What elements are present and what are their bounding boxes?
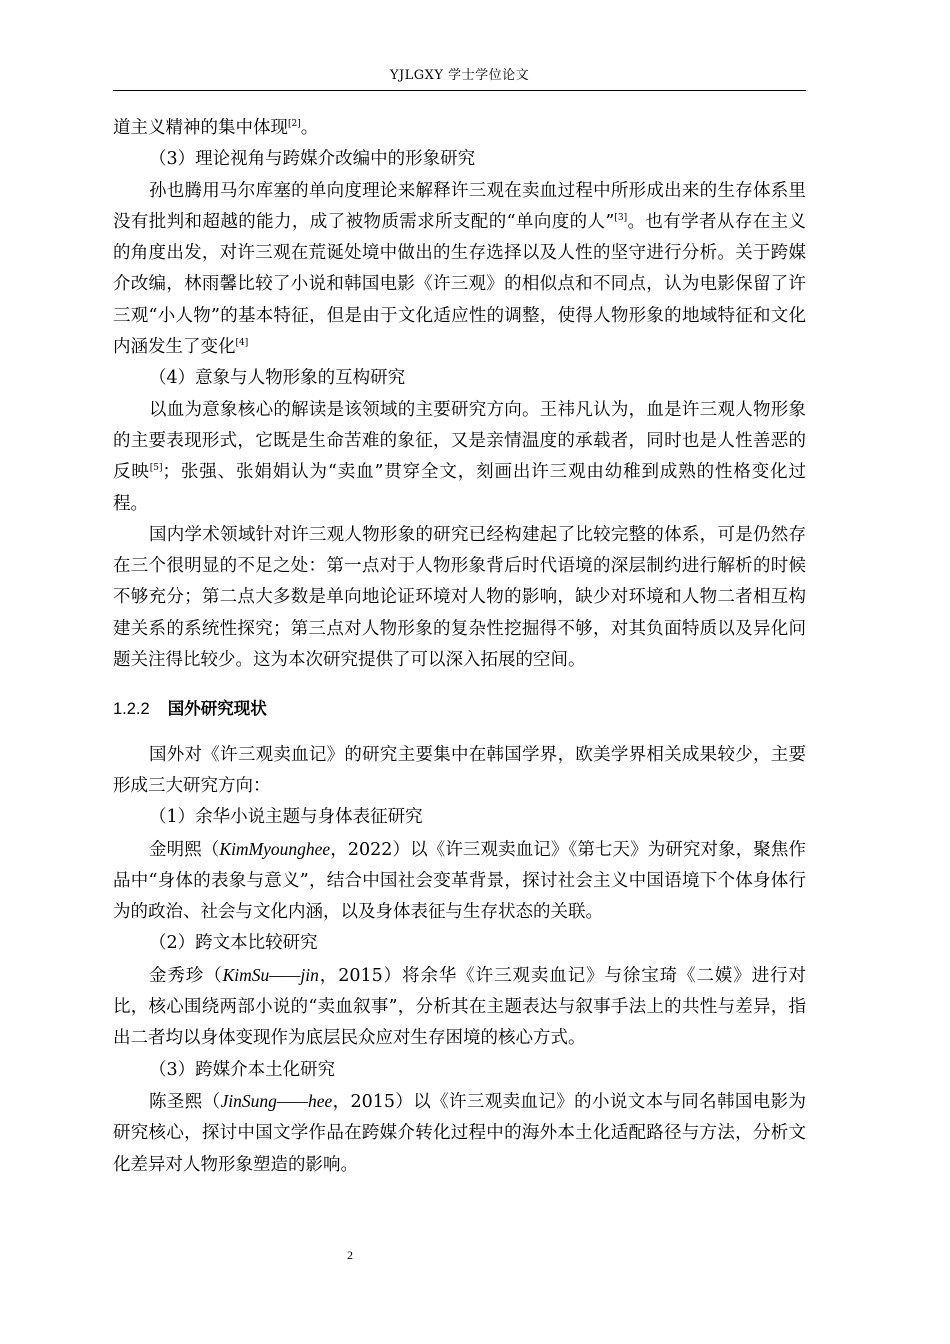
paragraph-text: 孙也腾用马尔库塞的单向度理论来解释许三观在卖血过程中所形成出来的生存体系里没有批判和超越的能力，成了被物质需求所支配的“单向度的人” bbox=[113, 180, 806, 232]
paragraph bbox=[113, 834, 806, 929]
paragraph-text: 道主义精神的集中体现 bbox=[113, 118, 288, 138]
subheading-3: （3）理论视角与跨媒介改编中的形象研究 bbox=[149, 149, 476, 170]
section-title: 国外研究现状 bbox=[167, 699, 267, 719]
running-header bbox=[113, 66, 806, 91]
citation-ref: [5] bbox=[149, 463, 163, 474]
citation-ref: [4] bbox=[235, 338, 249, 349]
paragraph-text: ，2022）以《许三观卖血记》《第七天》为研究对象，聚焦作品中“身体的表象与意义”，结合中国社会变革背景，探讨社会主义中国语境下个体身体行为的政治、社会与文化内涵，以及身体表征与生存状态的关联。 bbox=[113, 839, 806, 923]
author-name-en: KimMyounghee bbox=[219, 838, 331, 859]
paragraph bbox=[113, 960, 806, 1055]
paragraph bbox=[113, 395, 806, 520]
paragraph: 国内学术领域针对许三观人物形象的研究已经构建起了比较完整的体系，可是仍然存在三个很明显的不足之处：第一点对于人物形象背后时代语境的深层制约进行解析的时候不够充分；第二点大多数是单向地论证环境对人物的影响，缺少对环境和人物二者相互构建关系的系统性探究；第三点对人物形象的复杂性挖掘得不够，对其负面特质以及异化问题关注得比较少。这为本次研究提供了可以深入拓展的空间。 bbox=[113, 524, 806, 671]
author-name-en: JinSung——hee bbox=[220, 1090, 333, 1111]
paragraph-text: 金明熙（ bbox=[149, 839, 220, 860]
paragraph-text: ，2015）将余华《许三观卖血记》与徐宝琦《二嫫》进行对比，核心围绕两部小说的“卖血叙事”，分析其在主题表达与叙事手法上的共性与差异，指出二者均以身体变现作为底层民众应对生存困境的核心方式。 bbox=[113, 965, 807, 1049]
subheading-4: （4）意象与人物形象的互构研究 bbox=[149, 368, 406, 389]
section-heading bbox=[113, 693, 806, 725]
paragraph-text: 。也有学者从存在主义的角度出发，对许三观在荒诞处境中做出的生存选择以及人性的坚守进行分析。关于跨媒介改编，林雨馨比较了小说和韩国电影《许三观》的相似点和不同点，认为电影保留了许三观“小人物”的基本特征，但是由于文化适应性的调整，使得人物形象的地域特征和文化内涵发生了变化 bbox=[113, 211, 806, 358]
citation-ref: [3] bbox=[614, 212, 628, 223]
subheading-2: （2）跨文本比较研究 bbox=[149, 933, 318, 954]
paragraph-text: 以血为意象核心的解读是该领域的主要研究方向。王祎凡认为，血是许三观人物形象的主要表现形式，它既是生命苦难的象征，又是亲情温度的承载者，同时也是人性善恶的反映 bbox=[113, 399, 806, 483]
subheading-1: （1）余华小说主题与身体表征研究 bbox=[149, 807, 423, 828]
section-number: 1.2.2 bbox=[113, 700, 150, 719]
paragraph-text: 。 bbox=[300, 118, 319, 138]
paragraph-text: ；张强、张娟娟认为“卖血”贯穿全文，刻画出许三观由幼稚到成熟的性格变化过程。 bbox=[113, 462, 807, 514]
header-title: YJLGXY 学士学位论文 bbox=[389, 68, 530, 83]
paragraph: 国外对《许三观卖血记》的研究主要集中在韩国学界，欧美学界相关成果较少，主要形成三大研究方向： bbox=[113, 744, 806, 796]
page-number: 2 bbox=[347, 1248, 353, 1262]
paragraph bbox=[113, 176, 806, 364]
paragraph-text: ，2015）以《许三观卖血记》的小说文本与同名韩国电影为研究核心，探讨中国文学作品在跨媒介转化过程中的海外本土化适配路径与方法，分析文化差异对人物形象塑造的影响。 bbox=[113, 1091, 807, 1175]
paragraph-continued bbox=[113, 113, 806, 144]
page-body bbox=[113, 113, 806, 1181]
paragraph bbox=[113, 1086, 806, 1181]
citation-ref: [2] bbox=[288, 119, 301, 129]
subheading-3: （3）跨媒介本土化研究 bbox=[149, 1059, 336, 1080]
paragraph-text: 陈圣熙（ bbox=[149, 1091, 221, 1112]
paragraph-text: 金秀珍（ bbox=[149, 965, 223, 986]
author-name-en: KimSu——jin bbox=[222, 964, 319, 985]
